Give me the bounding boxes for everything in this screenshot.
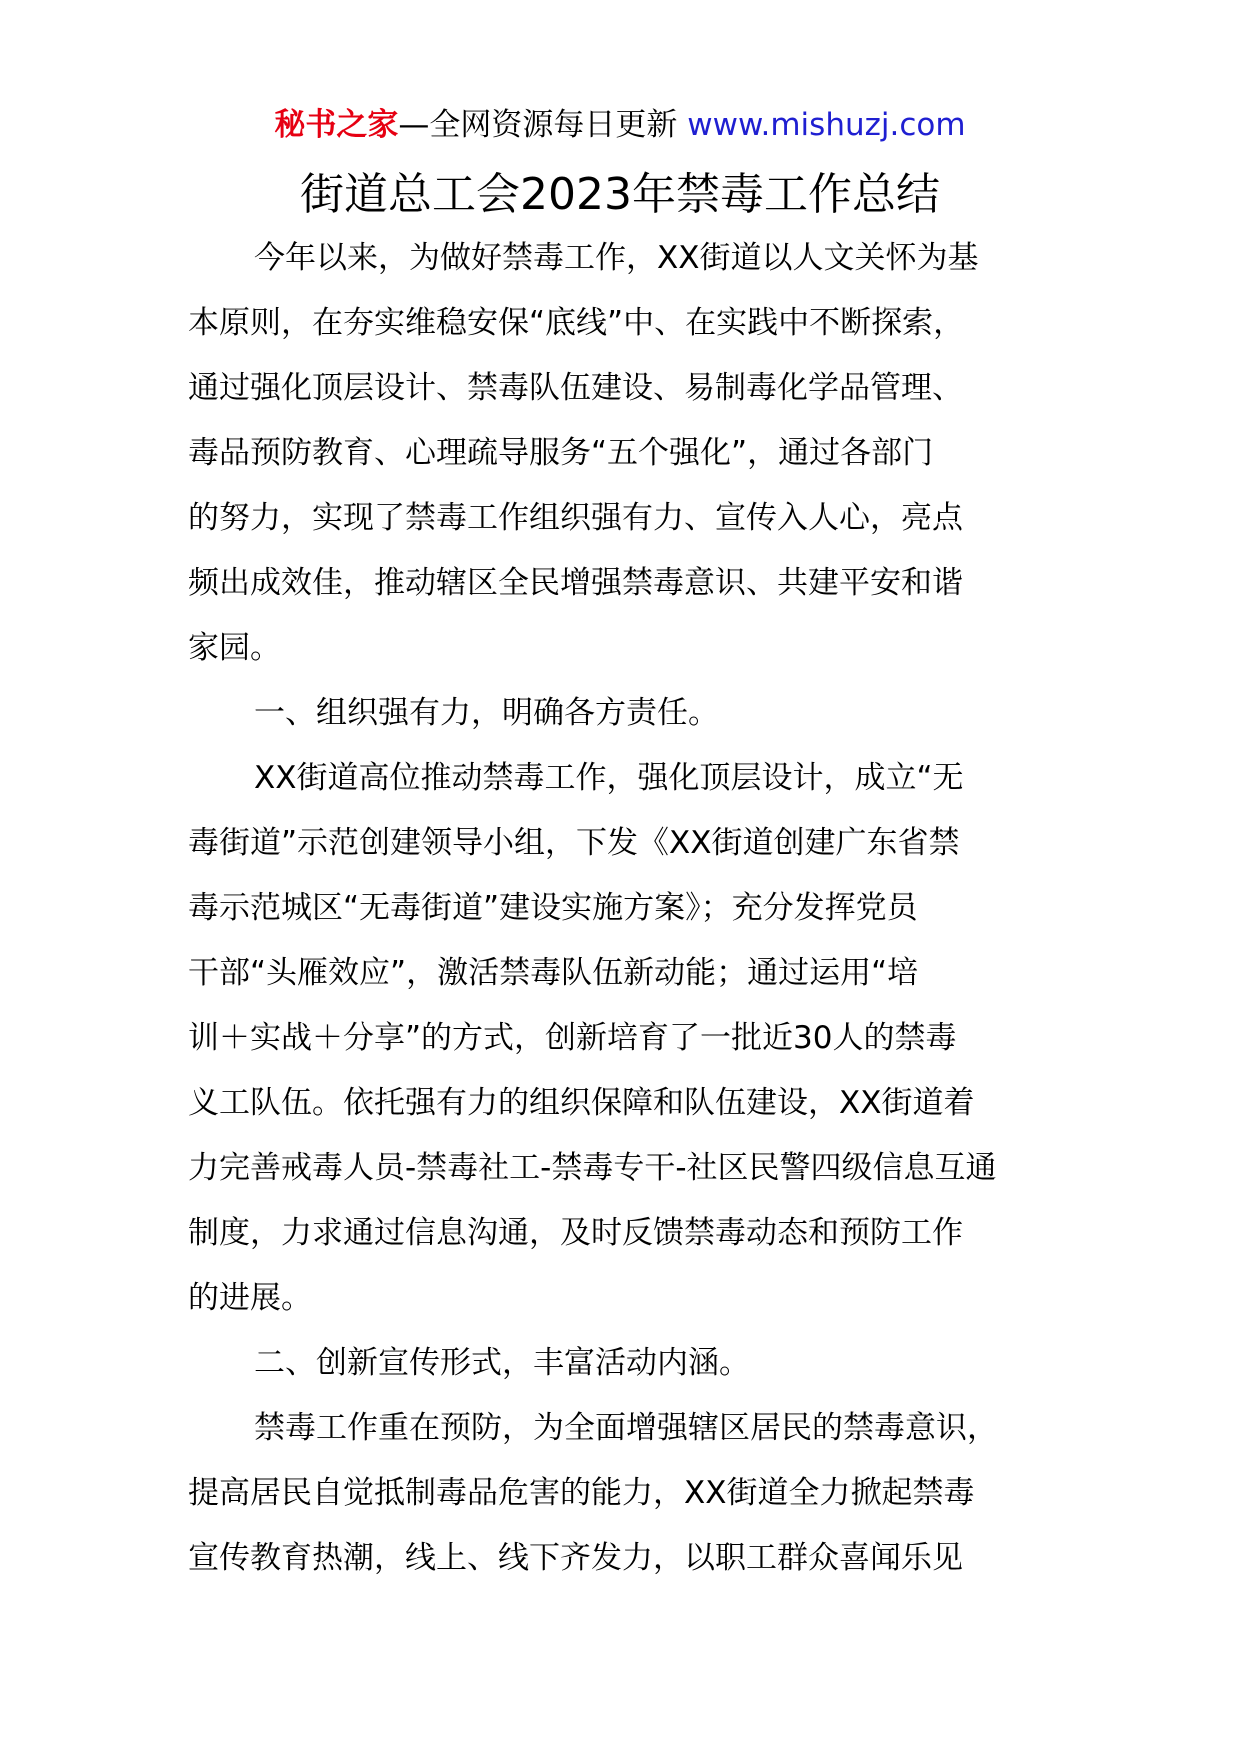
body-line: 宣传教育热潮，线上、线下齐发力，以职工群众喜闻乐见	[188, 1540, 963, 1576]
body-line: 义工队伍。依托强有力的组织保障和队伍建设，XX街道着	[188, 1085, 975, 1121]
body-line: 干部“头雁效应”，激活禁毒队伍新动能；通过运用“培	[188, 955, 919, 991]
body-line: 本原则，在夯实维稳安保“底线”中、在实践中不断探索，	[188, 305, 965, 341]
body-line: 力完善戒毒人员-禁毒社工-禁毒专干-社区民警四级信息互通	[188, 1150, 997, 1186]
body-line: 频出成效佳，推动辖区全民增强禁毒意识、共建平安和谐	[188, 565, 963, 601]
body-line: 提高居民自觉抵制毒品危害的能力，XX街道全力掀起禁毒	[188, 1475, 975, 1511]
body-line: 毒街道”示范创建领导小组，下发《XX街道创建广东省禁	[188, 825, 960, 861]
brand-name: 秘书之家	[274, 107, 399, 143]
banner-slogan: —全网资源每日更新	[398, 107, 688, 143]
website-link[interactable]: www.mishuzj.com	[687, 107, 966, 143]
body-line: 禁毒工作重在预防，为全面增强辖区居民的禁毒意识，	[254, 1410, 998, 1446]
section-heading: 二、创新宣传形式，丰富活动内涵。	[254, 1345, 750, 1381]
body-line: 毒示范城区“无毒街道”建设实施方案》；充分发挥党员	[188, 890, 918, 926]
body-line: 训＋实战＋分享”的方式，创新培育了一批近30人的禁毒	[188, 1020, 957, 1056]
body-line: 家园。	[188, 630, 281, 666]
body-line: 通过强化顶层设计、禁毒队伍建设、易制毒化学品管理、	[188, 370, 963, 406]
body-line: 今年以来，为做好禁毒工作，XX街道以人文关怀为基	[254, 240, 979, 276]
body-line: 毒品预防教育、心理疏导服务“五个强化”，通过各部门	[188, 435, 934, 471]
section-heading: 一、组织强有力，明确各方责任。	[254, 695, 719, 731]
body-line: 的进展。	[188, 1280, 312, 1316]
site-banner	[0, 100, 1240, 150]
body-line: 的努力，实现了禁毒工作组织强有力、宣传入人心，亮点	[188, 500, 963, 536]
document-title: 街道总工会2023年禁毒工作总结	[300, 169, 940, 220]
body-line: XX街道高位推动禁毒工作，强化顶层设计，成立“无	[254, 760, 964, 796]
document-body	[188, 229, 1068, 1594]
body-line: 制度，力求通过信息沟通，及时反馈禁毒动态和预防工作	[188, 1215, 963, 1251]
